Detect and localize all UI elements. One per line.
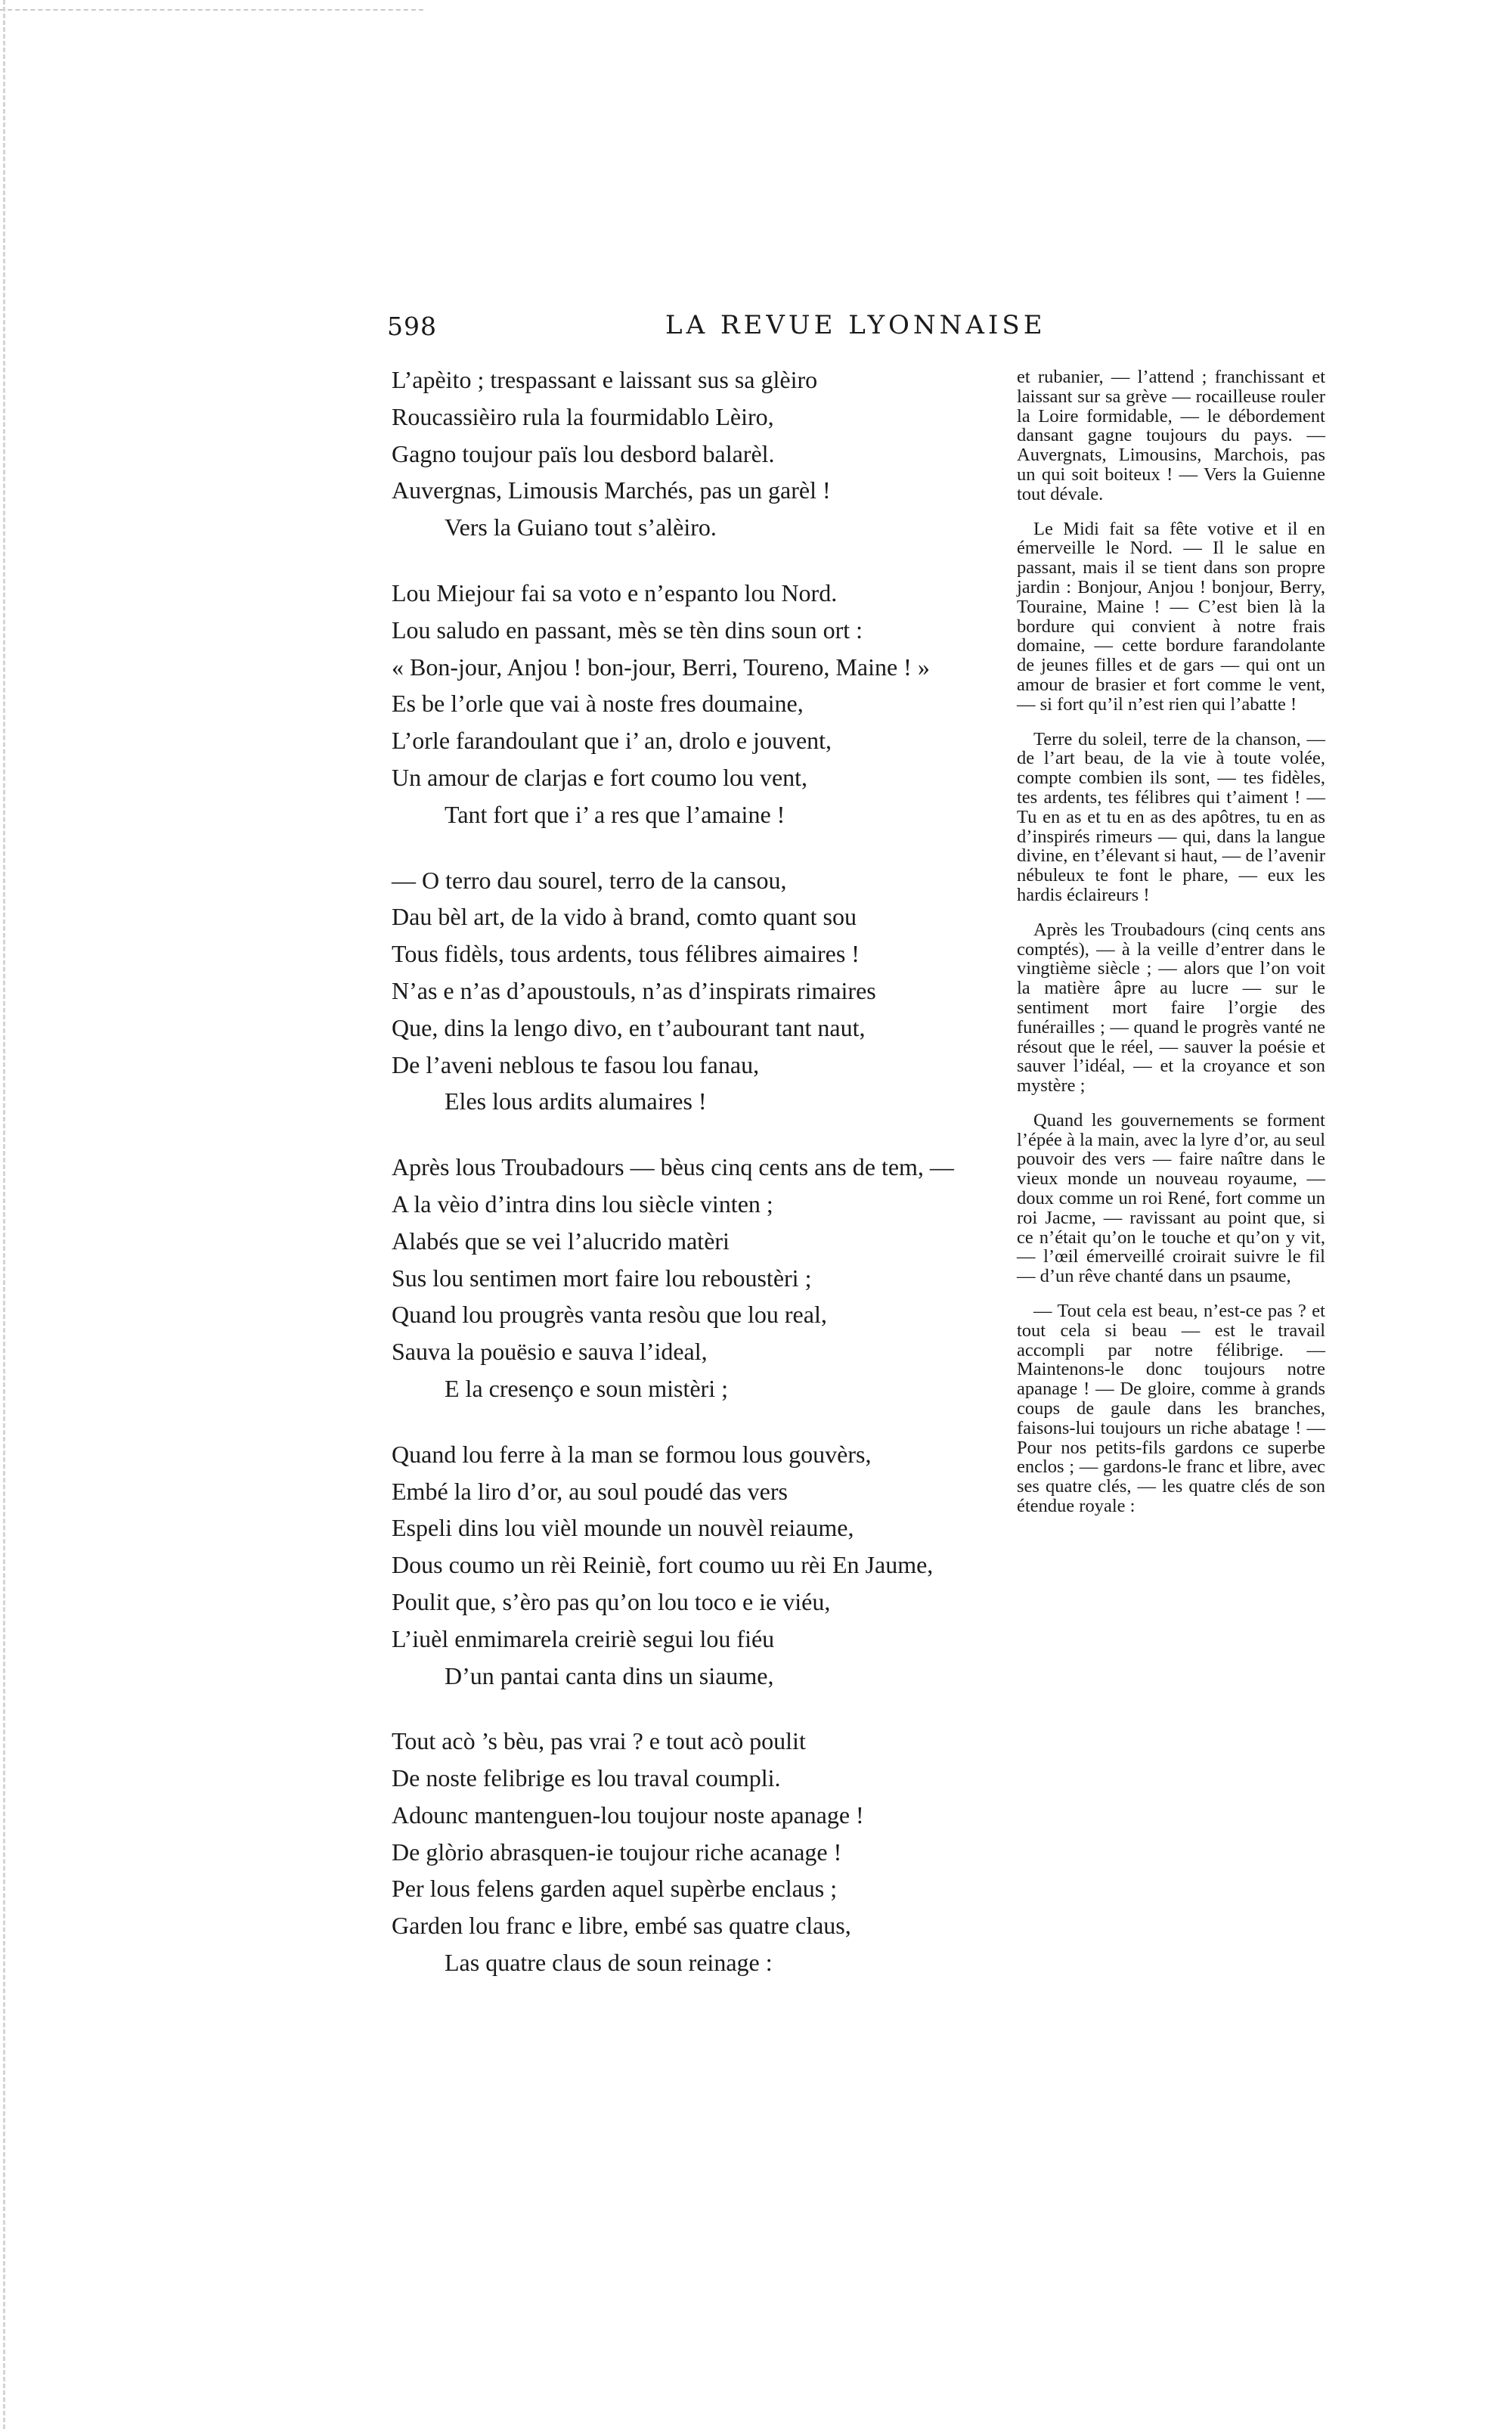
verse-line: L’apèito ; trespassant e laissant sus sa glèiro bbox=[392, 366, 818, 393]
verse-line: Quand lou ferre à la man se formou lous gouvèrs, bbox=[392, 1440, 872, 1468]
poem-column bbox=[392, 361, 996, 1981]
running-title: LA REVUE LYONNAISE bbox=[665, 310, 1046, 340]
verse-line: Vers la Guiano tout s’alèiro. bbox=[445, 513, 717, 541]
scan-top-edge-marks bbox=[0, 9, 423, 11]
stanza bbox=[392, 575, 996, 833]
verse-line: Eles lous ardits alumaires ! bbox=[445, 1087, 707, 1115]
verse-line: Adounc mantenguen-lou toujour noste apanage ! bbox=[392, 1801, 864, 1829]
translation-paragraph: Quand les gouvernements se forment l’épée à la main, avec la lyre d’or, au seul pouvoir des vers — faire naître dans le vieux monde un nouveau royaume, — doux comme un roi René, fort comme un roi Jacme, — ravissant au point que, si ce n’était qu’on le touche et qu’on y vit, — l’œil émerveillé croirait suivre le fil — d’un rêve chanté dans un psaume, bbox=[1017, 1109, 1325, 1287]
scan-left-edge-marks bbox=[3, 0, 5, 2429]
verse-line: Las quatre claus de soun reinage : bbox=[445, 1949, 773, 1977]
verse-line: Tout acò ’s bèu, pas vrai ? e tout acò poulit bbox=[392, 1727, 806, 1755]
verse-line: Es be l’orle que vai à noste fres doumaine, bbox=[392, 690, 804, 718]
verse-line: N’as e n’as d’apoustouls, n’as d’inspirats rimaires bbox=[392, 976, 876, 1004]
verse-line: Dau bèl art, de la vido à brand, comto quant sou bbox=[392, 903, 857, 931]
verse-line: L’iuèl enmimarela creiriè segui lou fiéu bbox=[392, 1624, 775, 1652]
stanza bbox=[392, 1723, 996, 1981]
verse-line: Per lous felens garden aquel supèrbe enclaus ; bbox=[392, 1875, 838, 1903]
page-number: 598 bbox=[387, 312, 437, 341]
translation-paragraph: — Tout cela est beau, n’est-ce pas ? et tout cela si beau — est le travail accompli par notre félibrige. — Maintenons-le donc toujours notre apanage ! — De gloire, comme à grands coups de gaule dans les branches, faisons-lui toujours un riche abatage ! — Pour nos petits-fils gardons ce superbe enclos ; — gardons-le franc et libre, avec ses quatre clés, — les quatre clés de son étendue royale : bbox=[1017, 1301, 1325, 1517]
translation-paragraph: Terre du soleil, terre de la chanson, — de l’art beau, de la vie à toute volée, compte combien ils sont, — tes fidèles, tes ardents, tes félibres qui t’aiment ! — Tu en as et tu en as des apôtres, tu en as d’inspirés rimeurs — qui, dans la langue divine, en t’élevant si haut, — de l’avenir nébuleux te font le phare, — eux les hardis éclaireurs ! bbox=[1017, 728, 1325, 905]
translation-paragraph: et rubanier, — l’attend ; franchissant et laissant sur sa grève — rocailleuse rouler la Loire formidable, — le débordement dansant gagne toujours du pays. — Auvergnats, Limousins, Marchois, pas un qui soit boiteux ! — Vers la Guienne tout dévale. bbox=[1017, 367, 1325, 504]
verse-line: Garden lou franc e libre, embé sas quatre claus, bbox=[392, 1912, 851, 1940]
verse-line: De noste felibrige es lou traval coumpli. bbox=[392, 1764, 781, 1792]
verse-line: « Bon-jour, Anjou ! bon-jour, Berri, Toureno, Maine ! » bbox=[392, 653, 930, 681]
verse-line: E la cresenço e soun mistèri ; bbox=[445, 1374, 728, 1402]
verse-line: D’un pantai canta dins un siaume, bbox=[445, 1661, 774, 1689]
verse-line: Quand lou prougrès vanta resòu que lou real, bbox=[392, 1301, 827, 1329]
verse-line: Après lous Troubadours — bèus cinq cents ans de tem, — bbox=[392, 1153, 954, 1181]
verse-line: A la vèio d’intra dins lou siècle vinten ; bbox=[392, 1190, 773, 1218]
verse-line: Roucassièiro rula la fourmidablo Lèiro, bbox=[392, 402, 774, 430]
verse-line: De l’aveni neblous te fasou lou fanau, bbox=[392, 1050, 760, 1078]
verse-line: Alabés que se vei l’alucrido matèri bbox=[392, 1227, 730, 1255]
stanza bbox=[392, 1149, 996, 1407]
verse-line: Que, dins la lengo divo, en t’aubourant tant naut, bbox=[392, 1013, 866, 1041]
verse-line: Tant fort que i’ a res que l’amaine ! bbox=[445, 800, 785, 828]
verse-line: Sauva la pouësio e sauva l’ideal, bbox=[392, 1338, 708, 1366]
translation-paragraph: Le Midi fait sa fête votive et il en émerveille le Nord. — Il le salue en passant, mais il se tient dans son propre jardin : Bonjour, Anjou ! bonjour, Berry, Touraine, Maine ! — C’est bien là la bordure qui convient à notre frais domaine, — cette bordure farandolante de jeunes filles et de gars — qui ont un amour de brasier et fort comme le vent, — si fort qu’il n’est rien qui l’abatte ! bbox=[1017, 518, 1325, 715]
verse-line: Espeli dins lou vièl mounde un nouvèl reiaume, bbox=[392, 1514, 854, 1542]
stanza bbox=[392, 862, 996, 1121]
stanza bbox=[392, 1436, 996, 1695]
verse-line: Tous fidèls, tous ardents, tous félibres aimaires ! bbox=[392, 940, 860, 968]
verse-line: Sus lou sentimen mort faire lou reboustèri ; bbox=[392, 1264, 812, 1292]
verse-line: — O terro dau sourel, terro de la cansou, bbox=[392, 866, 787, 894]
stanza bbox=[392, 361, 996, 546]
verse-line: L’orle farandoulant que i’ an, drolo e jouvent, bbox=[392, 727, 832, 755]
translation-paragraph: Après les Troubadours (cinq cents ans comptés), — à la veille d’entrer dans le vingtième siècle ; — alors que l’on voit la matière âpre au lucre — sur le sentiment mort faire l’orgie des funérailles ; — quand le progrès vanté ne résout que le réel, — sauver la poésie et sauver l’idéal, — et la croyance et son mystère ; bbox=[1017, 919, 1325, 1097]
translation-column bbox=[1017, 368, 1325, 1516]
verse-line: Lou saludo en passant, mès se tèn dins soun ort : bbox=[392, 616, 863, 644]
verse-line: Dous coumo un rèi Reiniè, fort coumo uu rèi En Jaume, bbox=[392, 1551, 934, 1579]
verse-line: Poulit que, s’èro pas qu’on lou toco e ie viéu, bbox=[392, 1587, 831, 1615]
verse-line: Un amour de clarjas e fort coumo lou vent, bbox=[392, 763, 808, 791]
verse-line: Auvergnas, Limousis Marchés, pas un garèl ! bbox=[392, 476, 831, 504]
verse-line: Embé la liro d’or, au soul poudé das vers bbox=[392, 1477, 788, 1505]
verse-line: De glòrio abrasquen-ie toujour riche acanage ! bbox=[392, 1838, 842, 1866]
verse-line: Lou Miejour fai sa voto e n’espanto lou Nord. bbox=[392, 579, 838, 606]
verse-line: Gagno toujour païs lou desbord balarèl. bbox=[392, 439, 775, 467]
